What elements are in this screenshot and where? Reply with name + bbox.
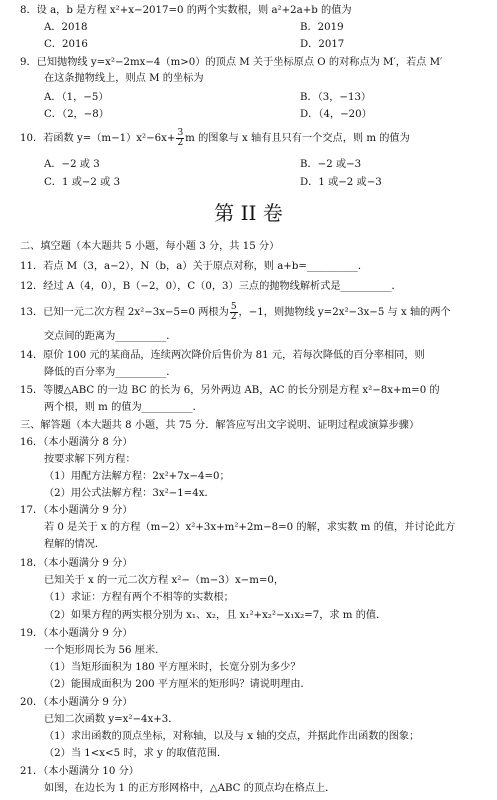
question-10-option-c: C．1 或−2 或 3 (44, 177, 121, 188)
question-14-line1: 14．原价 100 元的某商品，连续两次降价后售价为 81 元，若每次降低的百分率相同，则 (20, 350, 425, 361)
question-18-heading: 18．（本小题满分 9 分） (20, 558, 133, 569)
question-18-part-1: （1）求证：方程有两个不相等的实数根； (44, 592, 234, 603)
question-20-text: 已知二次函数 y=x²−4x+3． (44, 714, 179, 725)
question-9-option-a: A．（1，−5） (44, 92, 109, 103)
question-14-line2: 降低的百分率为__________． (44, 367, 177, 378)
fraction-denominator: 2 (177, 137, 184, 148)
fraction-five-halves (230, 303, 238, 322)
question-9-stem-line2: 在这条抛物线上，则点 M 的坐标为 (44, 73, 204, 84)
question-21-heading: 21．（本小题满分 10 分） (20, 766, 139, 777)
question-15-line2: 两个根，则 m 的值为__________． (44, 402, 203, 413)
question-18-part-2: （2）如果方程的两实根分别为 x₁、x₂，且 x₁²+x₂²−x₁x₂=7，求 m 的值． (44, 610, 387, 621)
question-9-option-d: D．（4，−20） (300, 109, 372, 120)
question-16-part-2: （2）用公式法解方程：3x²−1=4x． (44, 488, 215, 499)
question-16-heading: 16．（本小题满分 8 分） (20, 437, 133, 448)
question-13-line1 (20, 302, 487, 324)
fraction-three-halves (176, 129, 184, 148)
question-13-line2: 交点间的距离为__________． (44, 331, 177, 342)
question-10-option-b: B．−2 或−3 (300, 159, 362, 170)
question-17-text-line1: 若 0 是关于 x 的方程（m−2）x²+3x+m²+2m−8=0 的解，求实数 m 的值，并讨论此方 (44, 522, 456, 533)
question-17-text-line2: 程解的情况． (44, 539, 106, 550)
fraction-numerator: 3 (177, 127, 184, 138)
question-8-option-a: A．2018 (44, 22, 88, 33)
fraction-denominator: 2 (230, 311, 237, 322)
question-20-heading: 20．（本小题满分 9 分） (20, 697, 133, 708)
question-20-part-2: （2）当 1<x<5 时，求 y 的取值范围． (44, 748, 228, 759)
question-19-part-2: （2）能围成面积为 200 平方厘米的矩形吗？请说明理由． (44, 679, 311, 690)
question-9-option-b: B．（3，−13） (300, 92, 372, 103)
question-16-text: 按要求解下列方程： (44, 454, 136, 465)
question-19-text: 一个矩形周长为 56 厘米． (44, 645, 166, 656)
question-8-option-c: C．2016 (44, 39, 88, 50)
question-9-option-c: C．（2，−8） (44, 109, 109, 120)
question-15-line1: 15．等腰△ABC 的一边 BC 的长为 6，另外两边 AB，AC 的长分别是方程 x²−8x+m=0 的 (20, 385, 440, 396)
question-8-stem: 8．设 a，b 是方程 x²+x−2017=0 的两个实数根，则 a²+2a+b 的值为 (20, 5, 352, 16)
fill-section-header: 二、填空题（本大题共 5 小题，每小题 3 分，共 15 分） (20, 241, 280, 252)
question-10-stem (20, 128, 487, 150)
question-10-stem-start: 10．若函数 y=（m−1）x²−6x+ (20, 133, 176, 144)
question-20-part-1: （1）求出函数的顶点坐标，对称轴，以及与 x 轴的交点，并据此作出函数的图象； (44, 731, 420, 742)
question-12: 12．经过 A（4，0），B（−2，0），C（0，3）三点的抛物线解析式是__________． (20, 281, 402, 292)
question-13-start: 13．已知一元二次方程 2x²−3x−5=0 两根为 (20, 307, 229, 318)
question-9-stem-line1: 9．已知抛物线 y=x²−2mx−4（m>0）的顶点 M 关于坐标原点 O 的对称点为 M′，若点 M′ (20, 57, 443, 68)
question-10-stem-end: m 的图象与 x 轴有且只有一个交点，则 m 的值为 (185, 133, 410, 144)
question-17-heading: 17．（本小题满分 9 分） (20, 505, 133, 516)
section-title: 第 II 卷 (214, 201, 283, 225)
question-11: 11．若点 M（3，a−2），N（b，a）关于原点对称，则 a+b=__________． (20, 261, 369, 272)
question-13-end: ，−1，则抛物线 y=2x²−3x−5 与 x 轴的两个 (238, 307, 451, 318)
question-18-text: 已知关于 x 的一元二次方程 x²−（m−3）x−m=0， (44, 575, 285, 586)
question-19-heading: 19．（本小题满分 9 分） (20, 628, 133, 639)
question-10-option-d: D．1 或−2 或−3 (300, 177, 382, 188)
question-8-option-b: B．2019 (300, 22, 344, 33)
question-19-part-1: （1）当矩形面积为 180 平方厘米时，长宽分别为多少？ (44, 662, 301, 673)
solve-section-header: 三、解答题（本大题共 8 小题，共 75 分．解答应写出文字说明、证明过程或演算步骤） (20, 420, 420, 431)
question-10-option-a: A．−2 或 3 (44, 159, 100, 170)
question-8-option-d: D．2017 (300, 39, 345, 50)
fraction-numerator: 5 (230, 301, 237, 312)
question-16-part-1: （1）用配方法解方程：2x²+7x−4=0； (44, 471, 230, 482)
question-21-text: 如图，在边长为 1 的正方形网格中，△ABC 的顶点均在格点上． (44, 783, 336, 794)
